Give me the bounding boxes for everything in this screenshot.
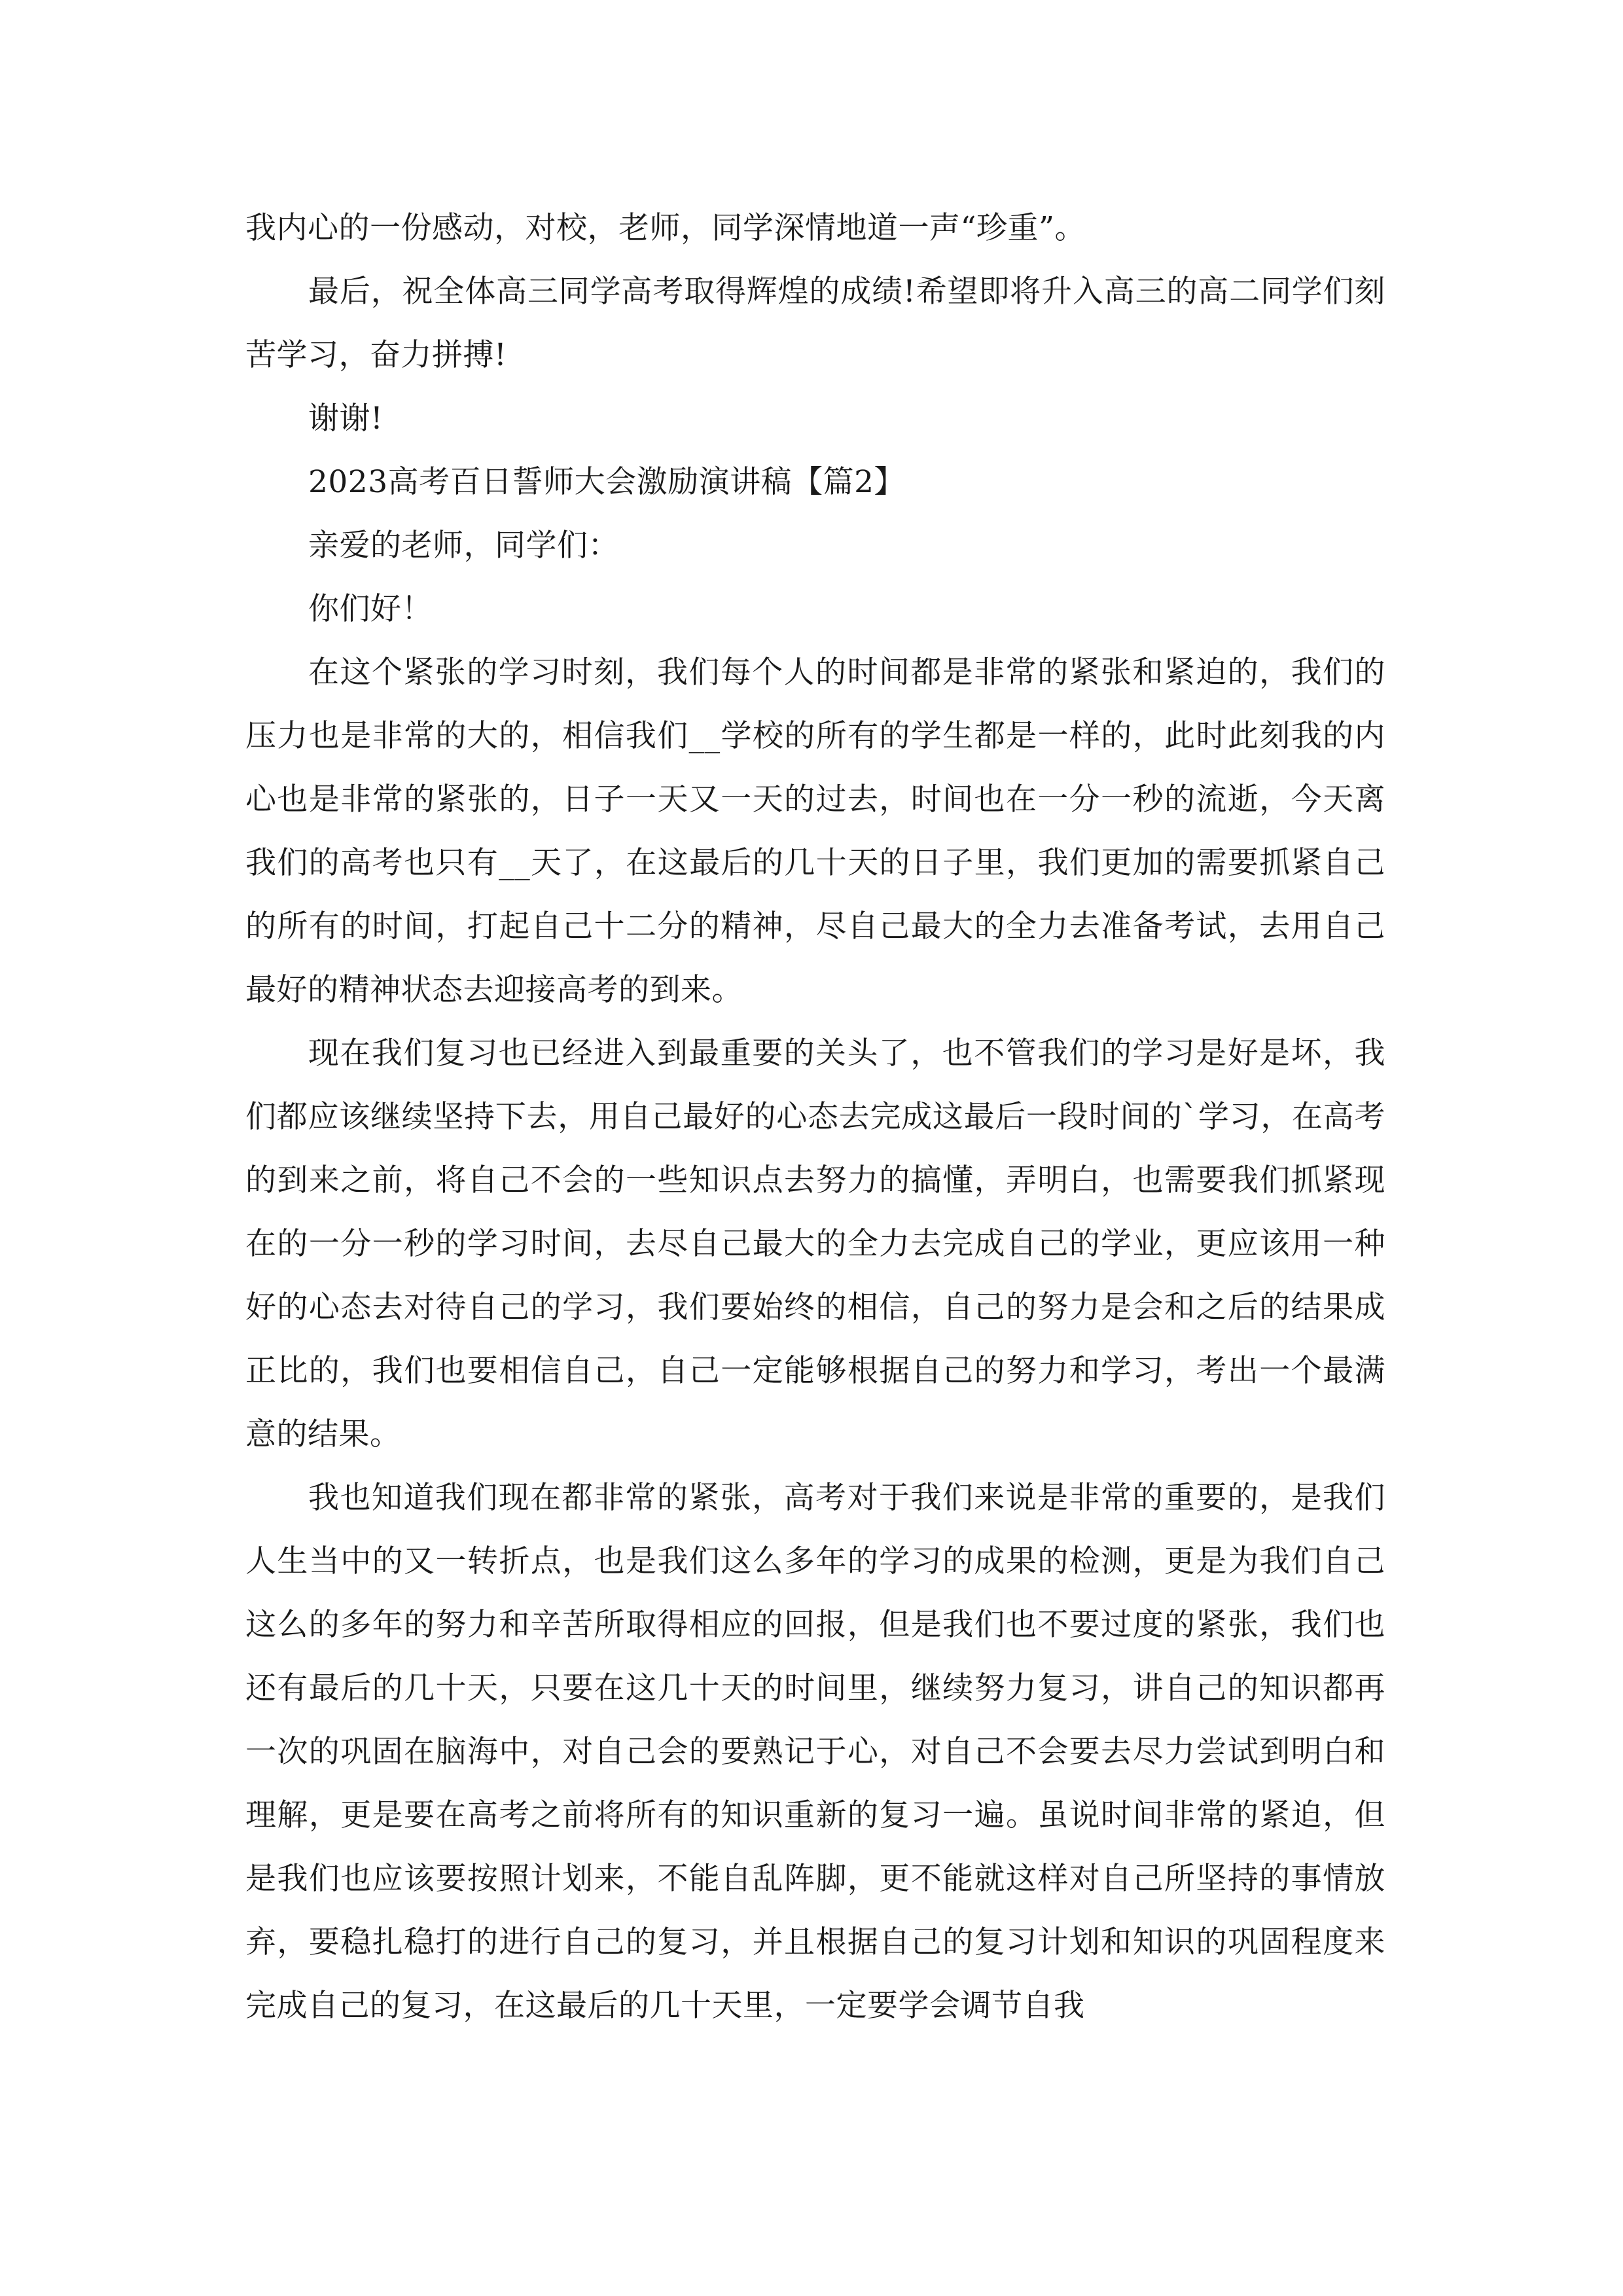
paragraph-8: 现在我们复习也已经进入到最重要的关头了，也不管我们的学习是好是坏，我们都应该继续坚持下去，用自己最好的心态去完成这最后一段时间的`学习，在高考的到来之前，将自己不会的一些知识点去努力的搞懂，弄明白，也需要我们抓紧现在的一分一秒的学习时间，去尽自己最大的全力去完成自己的学业，更应该用一种好的心态去对待自己的学习，我们要始终的相信，自己的努力是会和之后的结果成正比的，我们也要相信自己，自己一定能够根据自己的努力和学习，考出一个最满意的结果。 [245,1035,1385,1452]
salutation: 亲爱的老师，同学们： [308,528,619,564]
greeting: 你们好！ [308,591,433,627]
paragraph-2: 最后，祝全体高三同学高考取得辉煌的成绩!希望即将升入高三的高二同学们刻苦学习，奋力拼搏! [245,274,1385,373]
document-body [245,196,1385,2037]
section-heading: 2023高考百日誓师大会激励演讲稿【篇2】 [308,464,906,500]
paragraph-1: 我内心的一份感动，对校，老师，同学深情地道一声“珍重”。 [245,210,1086,246]
paragraph-9: 我也知道我们现在都非常的紧张，高考对于我们来说是非常的重要的，是我们人生当中的又一转折点，也是我们这么多年的学习的成果的检测，更是为我们自己这么的多年的努力和辛苦所取得相应的回报，但是我们也不要过度的紧张，我们也还有最后的几十天，只要在这几十天的时间里，继续努力复习，讲自己的知识都再一次的巩固在脑海中，对自己会的要熟记于心，对自己不会要去尽力尝试到明白和理解，更是要在高考之前将所有的知识重新的复习一遍。虽说时间非常的紧迫，但是我们也应该要按照计划来，不能自乱阵脚，更不能就这样对自己所坚持的事情放弃，要稳扎稳打的进行自己的复习，并且根据自己的复习计划和知识的巩固程度来完成自己的复习，在这最后的几十天里，一定要学会调节自我 [245,1480,1385,2024]
paragraph-7: 在这个紧张的学习时刻，我们每个人的时间都是非常的紧张和紧迫的，我们的压力也是非常的大的，相信我们__学校的所有的学生都是一样的，此时此刻我的内心也是非常的紧张的，日子一天又一天的过去，时间也在一分一秒的流逝，今天离我们的高考也只有__天了，在这最后的几十天的日子里，我们更加的需要抓紧自己的所有的时间，打起自己十二分的精神，尽自己最大的全力去准备考试，去用自己最好的精神状态去迎接高考的到来。 [245,655,1385,1008]
paragraph-3: 谢谢! [308,401,383,437]
